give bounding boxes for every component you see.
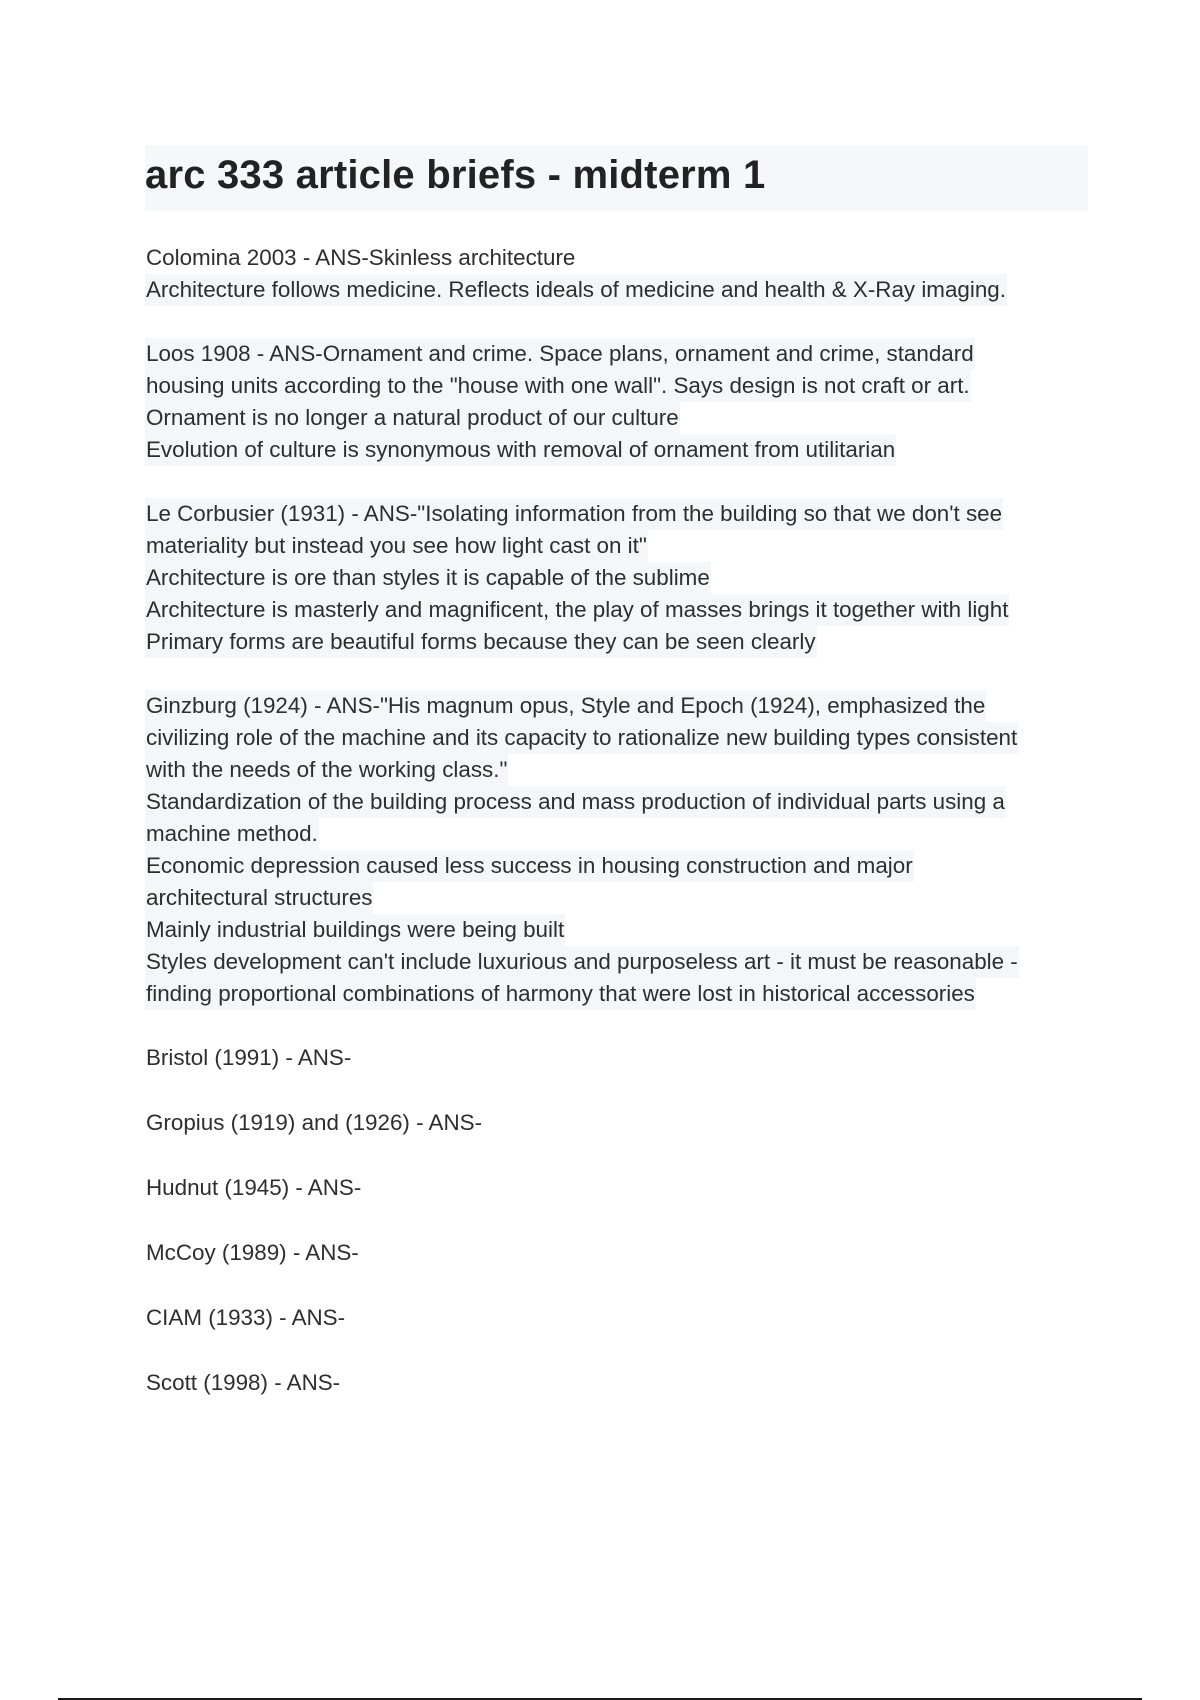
entry-line: Colomina 2003 - ANS-Skinless architecture bbox=[146, 245, 576, 270]
entry-line: Bristol (1991) - ANS- bbox=[146, 1045, 352, 1070]
entry-mccoy bbox=[145, 1237, 1095, 1269]
entry-line: with the needs of the working class." bbox=[145, 754, 508, 786]
document-body bbox=[145, 242, 1095, 1432]
entry-line: Loos 1908 - ANS-Ornament and crime. Space plans, ornament and crime, standard bbox=[145, 338, 975, 370]
entry-line: Hudnut (1945) - ANS- bbox=[146, 1175, 362, 1200]
entry-scott bbox=[145, 1367, 1095, 1399]
entry-line: Mainly industrial buildings were being built bbox=[145, 914, 565, 946]
entry-line: Standardization of the building process and mass production of individual parts using a bbox=[145, 786, 1006, 818]
entry-line: CIAM (1933) - ANS- bbox=[146, 1305, 346, 1330]
entry-line: Economic depression caused less success in housing construction and major bbox=[145, 850, 914, 882]
document-title: arc 333 article briefs - midterm 1 bbox=[145, 153, 766, 197]
entry-line: housing units according to the "house with one wall". Says design is not craft or art. bbox=[145, 370, 971, 402]
entry-line: architectural structures bbox=[145, 882, 373, 914]
entry-line: Ginzburg (1924) - ANS-"His magnum opus, Style and Epoch (1924), emphasized the bbox=[145, 690, 986, 722]
entry-line: Evolution of culture is synonymous with removal of ornament from utilitarian bbox=[145, 434, 896, 466]
entry-le-corbusier bbox=[145, 498, 1095, 658]
entry-line: Architecture follows medicine. Reflects ideals of medicine and health & X-Ray imaging. bbox=[145, 274, 1007, 306]
entry-line: finding proportional combinations of harmony that were lost in historical accessories bbox=[145, 978, 976, 1010]
entry-line: McCoy (1989) - ANS- bbox=[146, 1240, 359, 1265]
entry-bristol bbox=[145, 1042, 1095, 1074]
entry-line: Gropius (1919) and (1926) - ANS- bbox=[146, 1110, 483, 1135]
entry-loos bbox=[145, 338, 1095, 466]
entry-line: materiality but instead you see how light cast on it" bbox=[145, 530, 648, 562]
entry-colomina bbox=[145, 242, 1095, 306]
entry-line: machine method. bbox=[145, 818, 319, 850]
entry-line: Architecture is ore than styles it is capable of the sublime bbox=[145, 562, 711, 594]
entry-line: Architecture is masterly and magnificent, the play of masses brings it together with light bbox=[145, 594, 1009, 626]
entry-line: Scott (1998) - ANS- bbox=[146, 1370, 341, 1395]
entry-ginzburg bbox=[145, 690, 1095, 1010]
title-block bbox=[145, 145, 1088, 211]
entry-line: Styles development can't include luxurious and purposeless art - it must be reasonable - bbox=[145, 946, 1019, 978]
entry-line: Ornament is no longer a natural product of our culture bbox=[145, 402, 680, 434]
entry-line: civilizing role of the machine and its capacity to rationalize new building types consistent bbox=[145, 722, 1018, 754]
entry-line: Le Corbusier (1931) - ANS-"Isolating information from the building so that we don't see bbox=[145, 498, 1003, 530]
entry-gropius bbox=[145, 1107, 1095, 1139]
entry-ciam bbox=[145, 1302, 1095, 1334]
entry-line: Primary forms are beautiful forms because they can be seen clearly bbox=[145, 626, 817, 658]
entry-hudnut bbox=[145, 1172, 1095, 1204]
